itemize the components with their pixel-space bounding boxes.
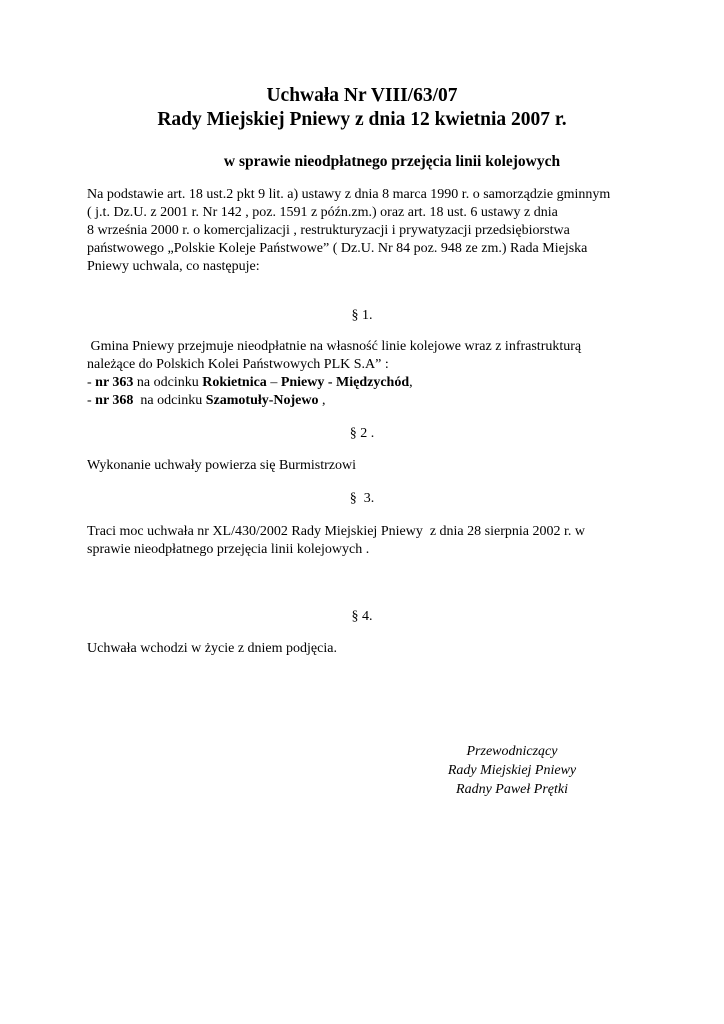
preamble-line: Na podstawie art. 18 ust.2 pkt 9 lit. a) ustawy z dnia 8 marca 1990 r. o samorządzie gminnym	[87, 187, 611, 202]
route-dash: –	[266, 375, 281, 390]
section-4-text: Uchwała wchodzi w życie z dniem podjęcia.	[87, 641, 337, 656]
signature-role: Przewodniczący	[466, 744, 558, 759]
list-dash: -	[87, 375, 96, 390]
signature-body: Rady Miejskiej Pniewy	[447, 763, 577, 778]
preamble-line: Pniewy uchwala, co następuje:	[87, 259, 260, 274]
document-subject: w sprawie nieodpłatnego przejęcia linii kolejowych	[223, 153, 561, 170]
preamble-line: ( j.t. Dz.U. z 2001 r. Nr 142 , poz. 1591 z późn.zm.) oraz art. 18 ust. 6 ustawy z dnia	[87, 205, 558, 220]
title-line-1: Uchwała Nr VIII/63/07	[266, 85, 458, 106]
title-line-2: Rady Miejskiej Pniewy z dnia 12 kwietnia 2007 r.	[157, 109, 567, 130]
list-text: na odcinku	[133, 375, 203, 390]
railway-line-item	[87, 374, 639, 392]
section-2-text: Wykonanie uchwały powierza się Burmistrzowi	[87, 458, 356, 473]
route-start: Rokietnica	[202, 375, 267, 390]
railway-line-number: nr 363	[95, 375, 134, 390]
preamble	[87, 186, 639, 276]
preamble-line: 8 września 2000 r. o komercjalizacji , restrukturyzacji i prywatyzacji przedsiębiorstwa	[87, 223, 570, 238]
section-3-line: Traci moc uchwała nr XL/430/2002 Rady Miejskiej Pniewy z dnia 28 sierpnia 2002 r. w	[87, 524, 585, 539]
section-1-body	[87, 338, 639, 410]
section-1-heading: § 1.	[351, 308, 373, 323]
railway-line-item	[87, 392, 639, 410]
list-text: na odcinku	[133, 393, 206, 408]
section-3-heading: § 3.	[349, 491, 375, 506]
list-suffix: ,	[409, 375, 413, 390]
preamble-line: państwowego „Polskie Koleje Państwowe” ( Dz.U. Nr 84 poz. 948 ze zm.) Rada Miejska	[87, 241, 588, 256]
railway-line-number: nr 368	[95, 393, 134, 408]
list-dash: -	[87, 393, 96, 408]
section-1-intro-line: należące do Polskich Kolei Państwowych PLK S.A” :	[87, 357, 389, 372]
route-end: Pniewy - Międzychód	[280, 375, 410, 390]
section-3-body	[87, 523, 639, 559]
signature-block	[412, 742, 612, 799]
section-2-heading: § 2 .	[349, 426, 375, 441]
section-1-intro-line: Gmina Pniewy przejmuje nieodpłatnie na własność linie kolejowe wraz z infrastrukturą	[87, 339, 582, 354]
signature-name: Radny Paweł Prętki	[456, 782, 568, 797]
route: Szamotuły-Nojewo	[205, 393, 319, 408]
list-suffix: ,	[318, 393, 326, 408]
section-3-line: sprawie nieodpłatnego przejęcia linii kolejowych .	[87, 542, 370, 557]
document-title	[0, 84, 724, 132]
section-4-heading: § 4.	[351, 609, 373, 624]
